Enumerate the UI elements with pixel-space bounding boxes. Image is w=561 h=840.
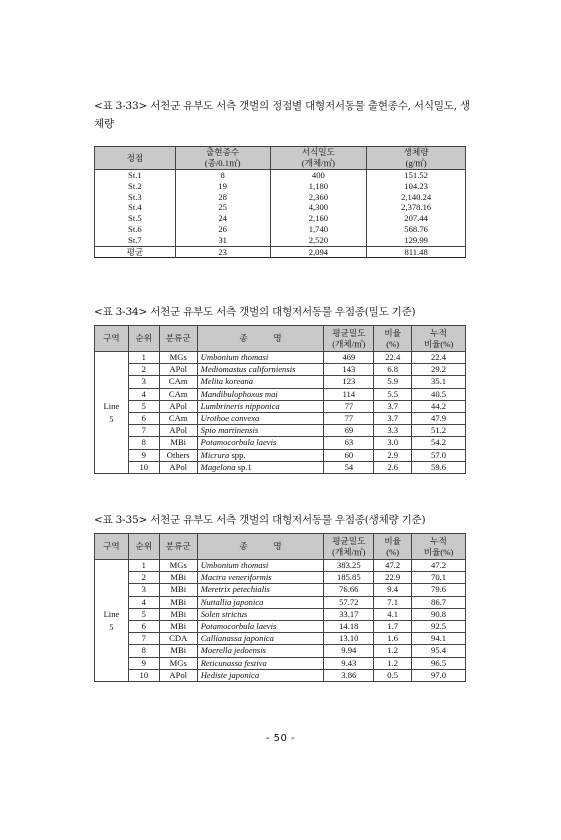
dominant-species-biomass-table [94, 533, 466, 682]
cell-rank: 8 [128, 437, 159, 449]
header-biomass: 생체량 (g/㎡) [367, 147, 466, 170]
cell-species-count: 31 [175, 235, 270, 246]
cell-cumulative: 29.2 [412, 364, 466, 376]
cell-ratio: 3.7 [374, 413, 412, 425]
cell-species: Reticunassa festiva [197, 657, 324, 669]
cell-rank: 2 [128, 364, 159, 376]
cell-value: 185.85 [324, 572, 374, 584]
header-group: 분류군 [159, 326, 197, 352]
header-station: 정점 [95, 147, 176, 170]
cell-rank: 8 [128, 645, 159, 657]
cell-group: APol [159, 425, 197, 437]
cell-rank: 3 [128, 584, 159, 596]
station-summary-table [94, 146, 466, 258]
cell-ratio: 22.9 [374, 572, 412, 584]
table-row [95, 608, 466, 620]
cell-group: MGs [159, 560, 197, 572]
cell-rank: 10 [128, 669, 159, 681]
cell-value: 9.94 [324, 645, 374, 657]
cell-ratio: 3.7 [374, 400, 412, 412]
cell-species-count: 19 [175, 181, 270, 192]
table-row [95, 388, 466, 400]
cell-group: APol [159, 461, 197, 473]
cell-species: Mediomastus californiensis [197, 364, 324, 376]
cell-rank: 2 [128, 572, 159, 584]
cell-species-count: 24 [175, 213, 270, 224]
cell-cumulative: 22.4 [412, 352, 466, 364]
cell-value: 14.18 [324, 621, 374, 633]
table1-caption: <표 3-33> 서천군 유부도 서측 갯벌의 정점별 대형저서동물 출현종수, 서식밀도, 생체량 [94, 100, 470, 130]
cell-station: St.3 [95, 192, 176, 203]
cell-cumulative: 47.2 [412, 560, 466, 572]
cell-group: CAm [159, 388, 197, 400]
cell-rank: 1 [128, 352, 159, 364]
cell-cumulative: 51.2 [412, 425, 466, 437]
cell-group: CAm [159, 376, 197, 388]
cell-group: APol [159, 364, 197, 376]
cell-ratio: 0.5 [374, 669, 412, 681]
cell-cumulative: 47.9 [412, 413, 466, 425]
table-row [95, 621, 466, 633]
cell-species: Mactra veneriformis [197, 572, 324, 584]
table-row [95, 633, 466, 645]
cell-group: MBi [159, 608, 197, 620]
cell-species-count: 23 [175, 246, 270, 258]
table-header-row [95, 534, 466, 560]
cell-rank: 5 [128, 400, 159, 412]
cell-value: 13.10 [324, 633, 374, 645]
cell-value: 60 [324, 449, 374, 461]
cell-cumulative: 70.1 [412, 572, 466, 584]
cell-species: Umbonium thomasi [197, 352, 324, 364]
cell-station: St.1 [95, 170, 176, 181]
cell-species: Micrura spp. [197, 449, 324, 461]
cell-value: 469 [324, 352, 374, 364]
table-row [95, 657, 466, 669]
cell-biomass: 207.44 [367, 213, 466, 224]
page-number: - 50 - [265, 733, 296, 744]
cell-group: APol [159, 400, 197, 412]
cell-group: CAm [159, 413, 197, 425]
cell-species: Mandibulophoxus mai [197, 388, 324, 400]
cell-biomass: 2,140.24 [367, 192, 466, 203]
cell-ratio: 2.6 [374, 461, 412, 473]
table-header-row [95, 326, 466, 352]
cell-density: 4,300 [270, 202, 367, 213]
table-row [95, 235, 466, 246]
table-row [95, 461, 466, 473]
cell-station: St.7 [95, 235, 176, 246]
dominant-species-density-table [94, 325, 466, 474]
table-row-average [95, 246, 466, 258]
cell-value: 57.72 [324, 596, 374, 608]
cell-species: Callianassa japonica [197, 633, 324, 645]
table-row [95, 596, 466, 608]
cell-rank: 6 [128, 413, 159, 425]
cell-rank: 9 [128, 449, 159, 461]
table-row [95, 364, 466, 376]
cell-ratio: 7.1 [374, 596, 412, 608]
cell-ratio: 1.2 [374, 645, 412, 657]
cell-group: APol [159, 669, 197, 681]
cell-cumulative: 94.1 [412, 633, 466, 645]
cell-species: Potamocorbula laevis [197, 621, 324, 633]
header-density: 서식밀도 (개체/㎡) [270, 147, 367, 170]
cell-value: 143 [324, 364, 374, 376]
header-cumulative: 누적 비율(%) [412, 534, 466, 560]
cell-ratio: 47.2 [374, 560, 412, 572]
header-ratio: 비율 (%) [374, 326, 412, 352]
cell-species-count: 26 [175, 224, 270, 235]
cell-cumulative: 35.1 [412, 376, 466, 388]
cell-ratio: 2.9 [374, 449, 412, 461]
cell-species: Magelona sp.1 [197, 461, 324, 473]
cell-rank: 3 [128, 376, 159, 388]
cell-species-count: 8 [175, 170, 270, 181]
table-row [95, 572, 466, 584]
cell-cumulative: 59.6 [412, 461, 466, 473]
cell-biomass: 129.99 [367, 235, 466, 246]
cell-species: Solen strictus [197, 608, 324, 620]
cell-species: Meretrix petechialis [197, 584, 324, 596]
table-row [95, 645, 466, 657]
cell-cumulative: 86.7 [412, 596, 466, 608]
cell-value: 123 [324, 376, 374, 388]
table-row [95, 400, 466, 412]
cell-rank: 6 [128, 621, 159, 633]
cell-value: 63 [324, 437, 374, 449]
cell-value: 3.86 [324, 669, 374, 681]
table3-caption: <표 3-35> 서천군 유부도 서측 갯벌의 대형저서동물 우점종(생체량 기준) [94, 514, 426, 526]
cell-ratio: 3.3 [374, 425, 412, 437]
cell-group: MGs [159, 657, 197, 669]
cell-ratio: 4.1 [374, 608, 412, 620]
cell-rank: 1 [128, 560, 159, 572]
table-row [95, 449, 466, 461]
cell-cumulative: 90.8 [412, 608, 466, 620]
cell-density: 1,180 [270, 181, 367, 192]
cell-area: Line 5 [95, 560, 129, 682]
cell-value: 77 [324, 400, 374, 412]
cell-cumulative: 95.4 [412, 645, 466, 657]
cell-ratio: 3.0 [374, 437, 412, 449]
cell-species: Nuttallia japonica [197, 596, 324, 608]
cell-density: 2,520 [270, 235, 367, 246]
cell-species-count: 25 [175, 202, 270, 213]
cell-ratio: 1.6 [374, 633, 412, 645]
table-row [95, 202, 466, 213]
table-header-row [95, 147, 466, 170]
cell-density: 2,160 [270, 213, 367, 224]
table-row [95, 352, 466, 364]
cell-species: Potamocorbula laevis [197, 437, 324, 449]
cell-station: St.5 [95, 213, 176, 224]
cell-cumulative: 97.0 [412, 669, 466, 681]
cell-value: 76.66 [324, 584, 374, 596]
cell-rank: 5 [128, 608, 159, 620]
table2-caption: <표 3-34> 서천군 유부도 서측 갯벌의 대형저서동물 우점종(밀도 기준) [94, 306, 416, 318]
header-species-count: 출현종수 (종/0.1㎡) [175, 147, 270, 170]
header-rank: 순위 [128, 534, 159, 560]
cell-station: 평균 [95, 246, 176, 258]
cell-rank: 10 [128, 461, 159, 473]
cell-rank: 4 [128, 388, 159, 400]
table-row [95, 413, 466, 425]
cell-species: Lumbrineris nipponica [197, 400, 324, 412]
header-group: 분류군 [159, 534, 197, 560]
cell-group: MBi [159, 621, 197, 633]
cell-species: Moerella jedoensis [197, 645, 324, 657]
cell-biomass: 151.52 [367, 170, 466, 181]
cell-ratio: 6.8 [374, 364, 412, 376]
cell-rank: 7 [128, 633, 159, 645]
cell-biomass: 568.76 [367, 224, 466, 235]
cell-ratio: 22.4 [374, 352, 412, 364]
cell-rank: 7 [128, 425, 159, 437]
cell-cumulative: 57.0 [412, 449, 466, 461]
cell-species: Melita koreana [197, 376, 324, 388]
cell-cumulative: 44.2 [412, 400, 466, 412]
cell-group: MBi [159, 645, 197, 657]
table-row [95, 192, 466, 203]
cell-density: 2,360 [270, 192, 367, 203]
table-row [95, 181, 466, 192]
cell-species: Urothoe convexa [197, 413, 324, 425]
header-area: 구역 [95, 534, 129, 560]
cell-ratio: 5.5 [374, 388, 412, 400]
cell-rank: 9 [128, 657, 159, 669]
header-species: 종 명 [197, 326, 324, 352]
header-density: 평균밀도 (개체/㎡) [324, 326, 374, 352]
cell-ratio: 1.7 [374, 621, 412, 633]
cell-group: CDA [159, 633, 197, 645]
cell-group: Others [159, 449, 197, 461]
header-cumulative: 누적 비율(%) [412, 326, 466, 352]
table-row [95, 213, 466, 224]
cell-station: St.4 [95, 202, 176, 213]
header-ratio: 비율 (%) [374, 534, 412, 560]
cell-cumulative: 79.6 [412, 584, 466, 596]
cell-cumulative: 92.5 [412, 621, 466, 633]
cell-value: 77 [324, 413, 374, 425]
cell-species: Hediste japonica [197, 669, 324, 681]
cell-species: Spio martinensis [197, 425, 324, 437]
cell-cumulative: 40.5 [412, 388, 466, 400]
cell-group: MBi [159, 572, 197, 584]
cell-group: MGs [159, 352, 197, 364]
cell-value: 33.17 [324, 608, 374, 620]
cell-value: 9.43 [324, 657, 374, 669]
header-species: 종 명 [197, 534, 324, 560]
header-rank: 순위 [128, 326, 159, 352]
cell-cumulative: 54.2 [412, 437, 466, 449]
table-row [95, 584, 466, 596]
cell-biomass: 104.23 [367, 181, 466, 192]
table-row [95, 560, 466, 572]
cell-biomass: 811.48 [367, 246, 466, 258]
table-row [95, 669, 466, 681]
header-density: 평균밀도 (개체/㎡) [324, 534, 374, 560]
table-row [95, 170, 466, 181]
table-row [95, 224, 466, 235]
cell-biomass: 2,378.16 [367, 202, 466, 213]
cell-species: Umbonium thomasi [197, 560, 324, 572]
cell-value: 69 [324, 425, 374, 437]
cell-area: Line 5 [95, 352, 129, 474]
cell-species-count: 28 [175, 192, 270, 203]
cell-density: 400 [270, 170, 367, 181]
table-row [95, 437, 466, 449]
cell-group: MBi [159, 437, 197, 449]
cell-cumulative: 96.5 [412, 657, 466, 669]
cell-ratio: 5.9 [374, 376, 412, 388]
cell-value: 54 [324, 461, 374, 473]
cell-density: 2,094 [270, 246, 367, 258]
cell-station: St.6 [95, 224, 176, 235]
cell-group: MBi [159, 596, 197, 608]
cell-rank: 4 [128, 596, 159, 608]
cell-value: 114 [324, 388, 374, 400]
cell-group: MBi [159, 584, 197, 596]
cell-value: 383.25 [324, 560, 374, 572]
table-row [95, 425, 466, 437]
header-area: 구역 [95, 326, 129, 352]
cell-ratio: 9.4 [374, 584, 412, 596]
cell-station: St.2 [95, 181, 176, 192]
cell-ratio: 1.2 [374, 657, 412, 669]
table-row [95, 376, 466, 388]
cell-density: 1,740 [270, 224, 367, 235]
